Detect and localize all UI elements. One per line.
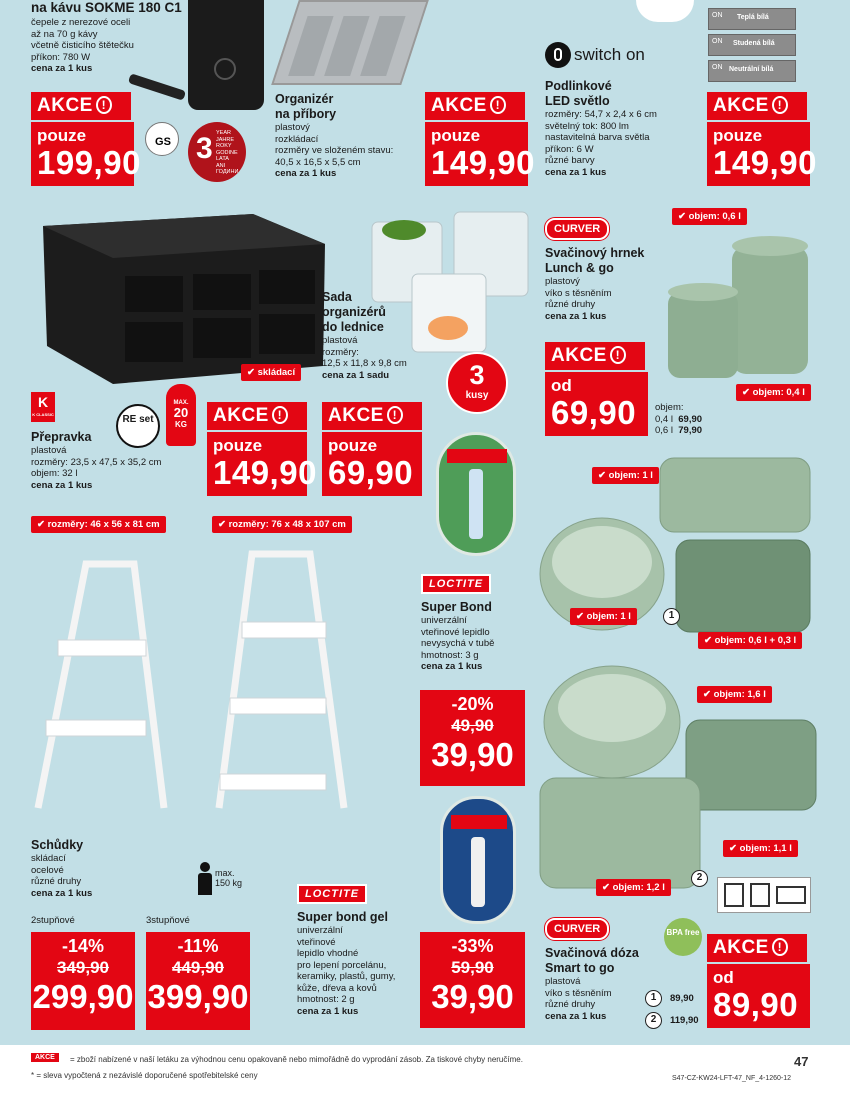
organizer-title: Organizér	[275, 92, 334, 106]
crate-image	[33, 196, 333, 386]
organizer-price-box: pouze 149,90	[425, 122, 528, 186]
led-unit: cena za 1 kus	[545, 166, 607, 178]
swatch-cold: Studená bílá ON	[708, 34, 796, 56]
gel-unit: cena za 1 kus	[297, 1005, 359, 1017]
fridge-organizer-price: 69,90	[328, 454, 414, 491]
variant-number-2: 2	[691, 870, 708, 887]
mug-text: Svačinový hrnek Lunch & go plastový víko s těsněním různé druhy cena za 1 kus	[545, 246, 645, 322]
curver-brand-logo: CURVER	[545, 218, 609, 240]
grinder-price-box	[31, 122, 141, 186]
grinder-akce-badge: AKCE !	[31, 92, 131, 120]
crate-tag-folding: ✔ skládací	[241, 364, 301, 381]
gel-price: 39,90	[431, 978, 514, 1015]
box-variant-1-price: 89,90	[670, 993, 694, 1004]
ladder-unit: cena za 1 kus	[31, 887, 93, 899]
k-classic-logo: K K CLASSIC	[31, 392, 55, 422]
mug-price: 69,90	[551, 394, 637, 431]
grinder-unit: cena za 1 kus	[31, 63, 93, 74]
page-number: 47	[794, 1054, 809, 1069]
mug-unit: cena za 1 kus	[545, 310, 607, 322]
superbond-title: Super Bond	[421, 600, 492, 614]
box-unit: cena za 1 kus	[545, 1010, 607, 1022]
max-load-badge: MAX. 20 KG	[166, 384, 196, 446]
footer-akce-badge: AKCE	[31, 1053, 59, 1062]
box-tag-5: ✔ objem: 1,1 l	[723, 840, 798, 857]
fridge-organizer-text: Sada organizérů do lednice plastová rozměry: 12,5 x 11,8 x 9,8 cm cena za 1 sadu	[322, 290, 407, 381]
led-price-box: pouze 149,90	[707, 122, 810, 186]
box-tag-3: ✔ objem: 0,6 l + 0,3 l	[698, 632, 802, 649]
gel-text: Super bond gel univerzální vteřinové lepidlo vhodné pro lepení porcelánu, keramiky, plastů, gumy, kůže, dřeva a kovů hmotnost: 2 g cena za 1 kus	[297, 910, 396, 1017]
superbond-unit: cena za 1 kus	[421, 661, 483, 672]
box-tag-4: ✔ objem: 1,6 l	[697, 686, 772, 703]
grinder-button-icon	[214, 58, 236, 80]
organizer-text: Organizér na příbory plastový rozkládací rozměry ve složeném stavu: 40,5 x 16,5 x 5,5 cm cena za 1 kus	[275, 92, 394, 179]
mug-image	[662, 232, 818, 382]
superbond-gel-image	[440, 796, 516, 924]
grinder-title: na kávu SOKME 180 C1	[31, 0, 182, 15]
page-code: S47-CZ-KW24-LFT-47_NF_4-1260-12	[672, 1075, 792, 1082]
svg-text:GS: GS	[155, 136, 171, 148]
max-weight-icon: max. 150 kg	[198, 860, 258, 896]
gs-certificate-icon	[145, 122, 179, 156]
mug-variant-list: objem: 0,4 l 69,90 0,6 l 79,90	[655, 402, 703, 436]
organizer-akce-badge: AKCE !	[425, 92, 525, 120]
organizer-unit: cena za 1 kus	[275, 168, 337, 179]
superbond-price-box: -20% 49,90 39,90	[420, 690, 525, 786]
crate-title: Přepravka	[31, 430, 92, 444]
box-variant-2-price: 119,90	[670, 1015, 699, 1026]
led-lamp-image	[636, 0, 694, 22]
superbond-text: Super Bond univerzální vteřinové lepidlo nevysychá v tubě hmotnost: 3 g cena za 1 kus	[421, 600, 495, 672]
ladder-v1-name: 2stupňové	[31, 915, 75, 926]
grinder-line: čepele z nerezové oceli	[31, 17, 131, 28]
crate-akce-badge: AKCE !	[207, 402, 307, 430]
gel-price-box: -33% 59,90 39,90	[420, 932, 525, 1028]
reset-icon: RE set	[116, 404, 160, 448]
variant-number-1: 1	[663, 608, 680, 625]
warranty-badge: 3 YEAR JAHRE ROKY GODINE LATA ANI ГОДИНИ	[188, 122, 246, 182]
curver-brand-logo-2: CURVER	[545, 918, 609, 940]
organizer-image	[271, 0, 429, 85]
switch-on-logo-icon	[545, 42, 571, 68]
three-pieces-badge: 3 kusy	[446, 352, 508, 414]
ladder-v2-price: 399,90	[147, 978, 249, 1015]
crate-price: 149,90	[213, 454, 317, 491]
variant-number-1b: 1	[645, 990, 662, 1007]
organizer-price: 149,90	[431, 144, 535, 181]
bpa-free-badge: BPA free	[664, 918, 702, 956]
box-price-box: od 89,90	[707, 964, 810, 1028]
crate-price-box: pouze 149,90	[207, 432, 307, 496]
mug-tag-06: ✔ objem: 0,6 l	[672, 208, 747, 225]
mug-tag-04: ✔ objem: 0,4 l	[736, 384, 811, 401]
mug-title: Svačinový hrnek	[545, 246, 645, 260]
footer-note-1: = zboží nabízené v naší letáku za výhodnou cenu opakovaně nebo mimořádně do vyprodání zásob. Za tiskové chyby neručíme.	[70, 1055, 523, 1064]
crate-text: Přepravka plastová rozměry: 23,5 x 47,5 x 35,2 cm objem: 32 l cena za 1 kus	[31, 430, 162, 491]
price-label: pouze	[37, 126, 87, 145]
fridge-organizer-title: Sada	[322, 290, 352, 304]
ladder-text: Schůdky skládací ocelové různé druhy cena za 1 kus	[31, 838, 93, 899]
superbond-image	[436, 432, 516, 556]
box-price: 89,90	[713, 986, 799, 1023]
led-price: 149,90	[713, 144, 817, 181]
brush-image	[128, 73, 186, 100]
swatch-neutral: Neutrální bílá ON	[708, 60, 796, 82]
mug-akce-badge: AKCE !	[545, 342, 645, 370]
fridge-organizer-akce-badge: AKCE !	[322, 402, 422, 430]
ladder-v2-price-box: -11% 449,90 399,90	[146, 932, 250, 1030]
crate-unit: cena za 1 kus	[31, 479, 93, 491]
led-akce-badge: AKCE !	[707, 92, 807, 120]
fridge-organizer-price-box: pouze 69,90	[322, 432, 422, 496]
box-text: Svačinová dóza Smart to go plastová víko s těsněním různé druhy cena za 1 kus	[545, 946, 639, 1022]
boxes-image-bottom	[536, 658, 826, 894]
warranty-years: 3	[196, 132, 213, 165]
box-tag-6: ✔ objem: 1,2 l	[596, 879, 671, 896]
grinder-price: 199,90	[37, 144, 141, 181]
gel-title: Super bond gel	[297, 910, 388, 924]
swatch-warm: Teplá bílá ON	[708, 8, 796, 30]
footer-note-2: * = sleva vypočtená z nezávislé doporučené spotřebitelské ceny	[31, 1071, 258, 1080]
ladder-tag-size-1: ✔ rozměry: 46 x 56 x 81 cm	[31, 516, 166, 533]
ladder-v2-name: 3stupňové	[146, 915, 190, 926]
dishwasher-microwave-icons	[717, 877, 811, 913]
box-tag-1: ✔ objem: 1 l	[592, 467, 659, 484]
ladders-image	[14, 540, 354, 840]
box-tag-2: ✔ objem: 1 l	[570, 608, 637, 625]
ladder-title: Schůdky	[31, 838, 84, 852]
led-title: Podlinkové	[545, 79, 612, 93]
led-text: Podlinkové LED světlo rozměry: 54,7 x 2,4 x 6 cm světelný tok: 800 lm nastavitelná barva světla příkon: 6 W různé barvy cena za 1 kus	[545, 79, 657, 178]
box-title: Svačinová dóza	[545, 946, 639, 960]
grinder-line: včetně čisticího štětečku	[31, 40, 134, 51]
variant-number-2b: 2	[645, 1012, 662, 1029]
ladder-v1-price: 299,90	[32, 978, 134, 1015]
mug-price-box: od 69,90	[545, 372, 648, 436]
grinder-line: příkon: 780 W	[31, 51, 91, 63]
fridge-organizer-unit: cena za 1 sadu	[322, 369, 390, 381]
grinder-text	[31, 0, 182, 75]
loctite-logo: LOCTITE	[421, 574, 491, 594]
loctite-logo-2: LOCTITE	[297, 884, 367, 904]
ladder-tag-size-2: ✔ rozměry: 76 x 48 x 107 cm	[212, 516, 352, 533]
ladder-v1-price-box: -14% 349,90 299,90	[31, 932, 135, 1030]
grinder-line: až na 70 g kávy	[31, 28, 98, 40]
grinder-image	[188, 0, 264, 110]
superbond-price: 39,90	[431, 736, 514, 773]
box-akce-badge: AKCE !	[707, 934, 807, 962]
switch-on-brand: switch on	[574, 45, 645, 64]
